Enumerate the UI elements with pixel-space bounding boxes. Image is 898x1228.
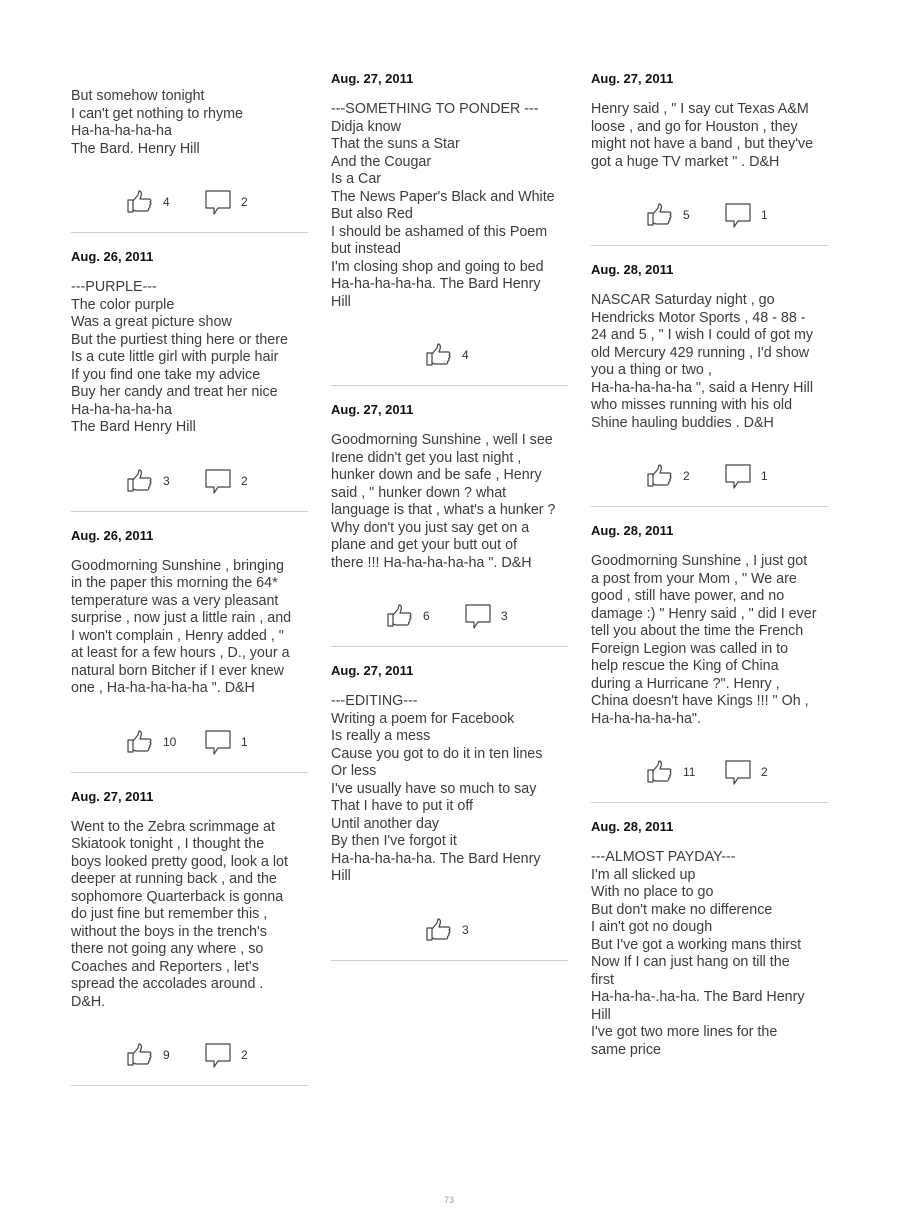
like-count: 4 [163, 195, 170, 209]
like-button[interactable] [647, 462, 690, 490]
thumbs-up-icon [387, 604, 413, 628]
post-date: Aug. 27, 2011 [331, 402, 414, 417]
post [71, 789, 308, 1087]
post-text: Goodmorning Sunshine , bringing in the paper this morning the 64* temperature was a very pleasant surprise , now just a little rain , and I won't complain , Henry added , " at least for a few hours , D., your a natural born Bitcher if I ever knew one , Ha-ha-ha-ha-ha ". D&H [71, 557, 292, 696]
column-1 [71, 88, 308, 1086]
comment-bubble-icon [725, 202, 751, 228]
post-stats [71, 1041, 308, 1069]
comment-button[interactable] [725, 201, 768, 229]
thumbs-up-icon [426, 343, 452, 367]
post-stats [591, 462, 828, 490]
post-divider [331, 960, 568, 961]
like-count: 3 [462, 922, 469, 937]
comment-count: 2 [241, 473, 248, 488]
comment-bubble-icon [205, 1042, 231, 1068]
post-stats [591, 758, 828, 786]
comment-count: 1 [761, 208, 768, 222]
post-text: ---SOMETHING TO PONDER --- Didja know That the suns a Star And the Cougar Is a Car The News Paper's Black and White But also Red I should be ashamed of this Poem but instead I'm closing shop and going to bed Ha-ha-ha-ha-ha. The Bard Henry Hill [331, 101, 555, 310]
post-divider [591, 506, 828, 507]
post-divider [71, 511, 308, 512]
like-count: 4 [462, 348, 469, 362]
thumbs-up-icon [426, 918, 452, 942]
thumbs-up-icon [647, 760, 673, 784]
post-text: Henry said , " I say cut Texas A&M loose , and go for Houston , they might not have a band , but they've got a huge TV market " . D&H [591, 101, 814, 170]
like-button[interactable] [387, 602, 430, 630]
post-text: Goodmorning Sunshine , well I see Irene didn't get you last night , hunker down and be safe , Henry said , " hunker down ? what language is that , what's a hunker ? Why don't you just say get on a plane and get your butt out of there !!! Ha-ha-ha-ha-ha ". D&H [331, 432, 556, 571]
post-date: Aug. 27, 2011 [331, 71, 414, 86]
like-button[interactable] [426, 341, 469, 369]
comment-button[interactable] [205, 728, 248, 756]
post-divider [71, 1085, 308, 1086]
post-text: ---EDITING--- Writing a poem for Facebook Is really a mess Cause you got to do it in ten lines Or less I've usually have so much to say That I have to put it off Until another day By then I've forgot it Ha-ha-ha-ha-ha. The Bard Henry Hill [331, 693, 543, 884]
comment-count: 3 [501, 609, 508, 623]
post-text: But somehow tonight I can't get nothing to rhyme Ha-ha-ha-ha-ha The Bard. Henry Hill [71, 88, 244, 157]
like-count: 9 [163, 1048, 170, 1062]
like-count: 5 [683, 208, 690, 222]
post-date: Aug. 27, 2011 [331, 663, 414, 678]
thumbs-up-icon [127, 469, 153, 493]
comment-button[interactable] [725, 462, 768, 490]
comment-bubble-icon [205, 189, 231, 215]
thumbs-up-icon [127, 1043, 153, 1067]
post-date: Aug. 27, 2011 [71, 788, 154, 804]
post-date: Aug. 28, 2011 [591, 819, 674, 834]
post-divider [71, 772, 308, 773]
post [331, 663, 568, 961]
post [591, 262, 828, 507]
comment-bubble-icon [465, 603, 491, 629]
post-date: Aug. 28, 2011 [591, 262, 674, 277]
post-text: Goodmorning Sunshine , I just got a post from your Mom , " We are good , still have power, and no damage :) " Henry said , " did I ever tell you about the time the French Foreign Legion was called in to help rescue the King of China during a Hurricane ?". Henry , China doesn't have Kings !!! " Oh , Ha-ha-ha-ha-ha". [591, 553, 817, 727]
post [71, 528, 308, 773]
like-count: 6 [423, 609, 430, 623]
like-count: 2 [683, 469, 690, 483]
like-button[interactable] [127, 188, 170, 216]
post-stats [71, 188, 308, 216]
comment-button[interactable] [205, 188, 248, 216]
post-text: ---PURPLE--- The color purple Was a great picture show But the purtiest thing here or there Is a cute little girl with purple hair If you find one take my advice Buy her candy and treat her nice Ha-ha-ha-ha-ha The Bard Henry Hill [71, 279, 288, 435]
post-stats [331, 341, 568, 369]
like-button[interactable] [127, 467, 170, 495]
comment-count: 2 [761, 765, 768, 779]
post-divider [71, 232, 308, 233]
comment-bubble-icon [205, 729, 231, 755]
thumbs-up-icon [127, 730, 153, 754]
post-stats [71, 467, 308, 495]
post-divider [331, 385, 568, 386]
like-count: 10 [163, 734, 177, 749]
post [331, 402, 568, 647]
like-button[interactable] [647, 758, 695, 786]
like-button[interactable] [127, 1041, 170, 1069]
post [71, 249, 308, 512]
post-divider [331, 646, 568, 647]
post-date: Aug. 26, 2011 [71, 249, 154, 264]
comment-count: 2 [241, 195, 248, 209]
post-divider [591, 245, 828, 246]
comment-bubble-icon [725, 463, 751, 489]
post-stats [331, 602, 568, 630]
comment-count: 2 [241, 1048, 248, 1062]
like-button[interactable] [647, 201, 690, 229]
post [591, 819, 828, 1059]
post-date: Aug. 27, 2011 [591, 71, 674, 86]
comment-button[interactable] [205, 1041, 248, 1069]
column-2 [331, 71, 568, 961]
post-stats [331, 916, 568, 944]
comment-count: 1 [761, 469, 768, 483]
post [71, 88, 308, 233]
post-stats [591, 201, 828, 229]
post [591, 523, 828, 803]
comment-button[interactable] [205, 467, 248, 495]
post-text: NASCAR Saturday night , go Hendricks Motor Sports , 48 - 88 - 24 and 5 , " I wish I could of got my old Mercury 429 running , I'd show you a thing or two , Ha-ha-ha-ha-ha ", said a Henry Hill who misses running with his old Shine hauling buddies . D&H [591, 292, 814, 431]
post-date: Aug. 26, 2011 [71, 527, 154, 543]
comment-bubble-icon [725, 759, 751, 785]
column-3 [591, 71, 828, 1059]
post-text: ---ALMOST PAYDAY--- I'm all slicked up With no place to go But don't make no difference I ain't got no dough But I've got a working mans thirst Now If I can just hang on till the first Ha-ha-ha-.ha-ha. The Bard Henry Hill I've got two more lines for the same price [591, 849, 805, 1058]
thumbs-up-icon [647, 203, 673, 227]
post-stats [71, 728, 308, 756]
thumbs-up-icon [647, 464, 673, 488]
page-number: 73 [443, 1195, 454, 1205]
like-count: 3 [163, 473, 170, 488]
like-button[interactable] [127, 728, 176, 756]
comment-button[interactable] [465, 602, 508, 630]
like-count: 11 [683, 765, 696, 779]
comment-bubble-icon [205, 468, 231, 494]
post [591, 71, 828, 246]
like-button[interactable] [426, 916, 469, 944]
thumbs-up-icon [127, 190, 153, 214]
post-date: Aug. 28, 2011 [591, 523, 674, 538]
comment-count: 1 [241, 734, 248, 749]
post [331, 71, 568, 386]
post-divider [591, 802, 828, 803]
post-text: Went to the Zebra scrimmage at Skiatook tonight , I thought the boys looked pretty good, look a lot deeper at running back , and the sophomore Quarterback is gonna do just fine but remember this , without the boys in the trench's there not going any where , so Coaches and Reporters , let's spread the accolades around . D&H. [71, 818, 288, 1010]
comment-button[interactable] [725, 758, 768, 786]
